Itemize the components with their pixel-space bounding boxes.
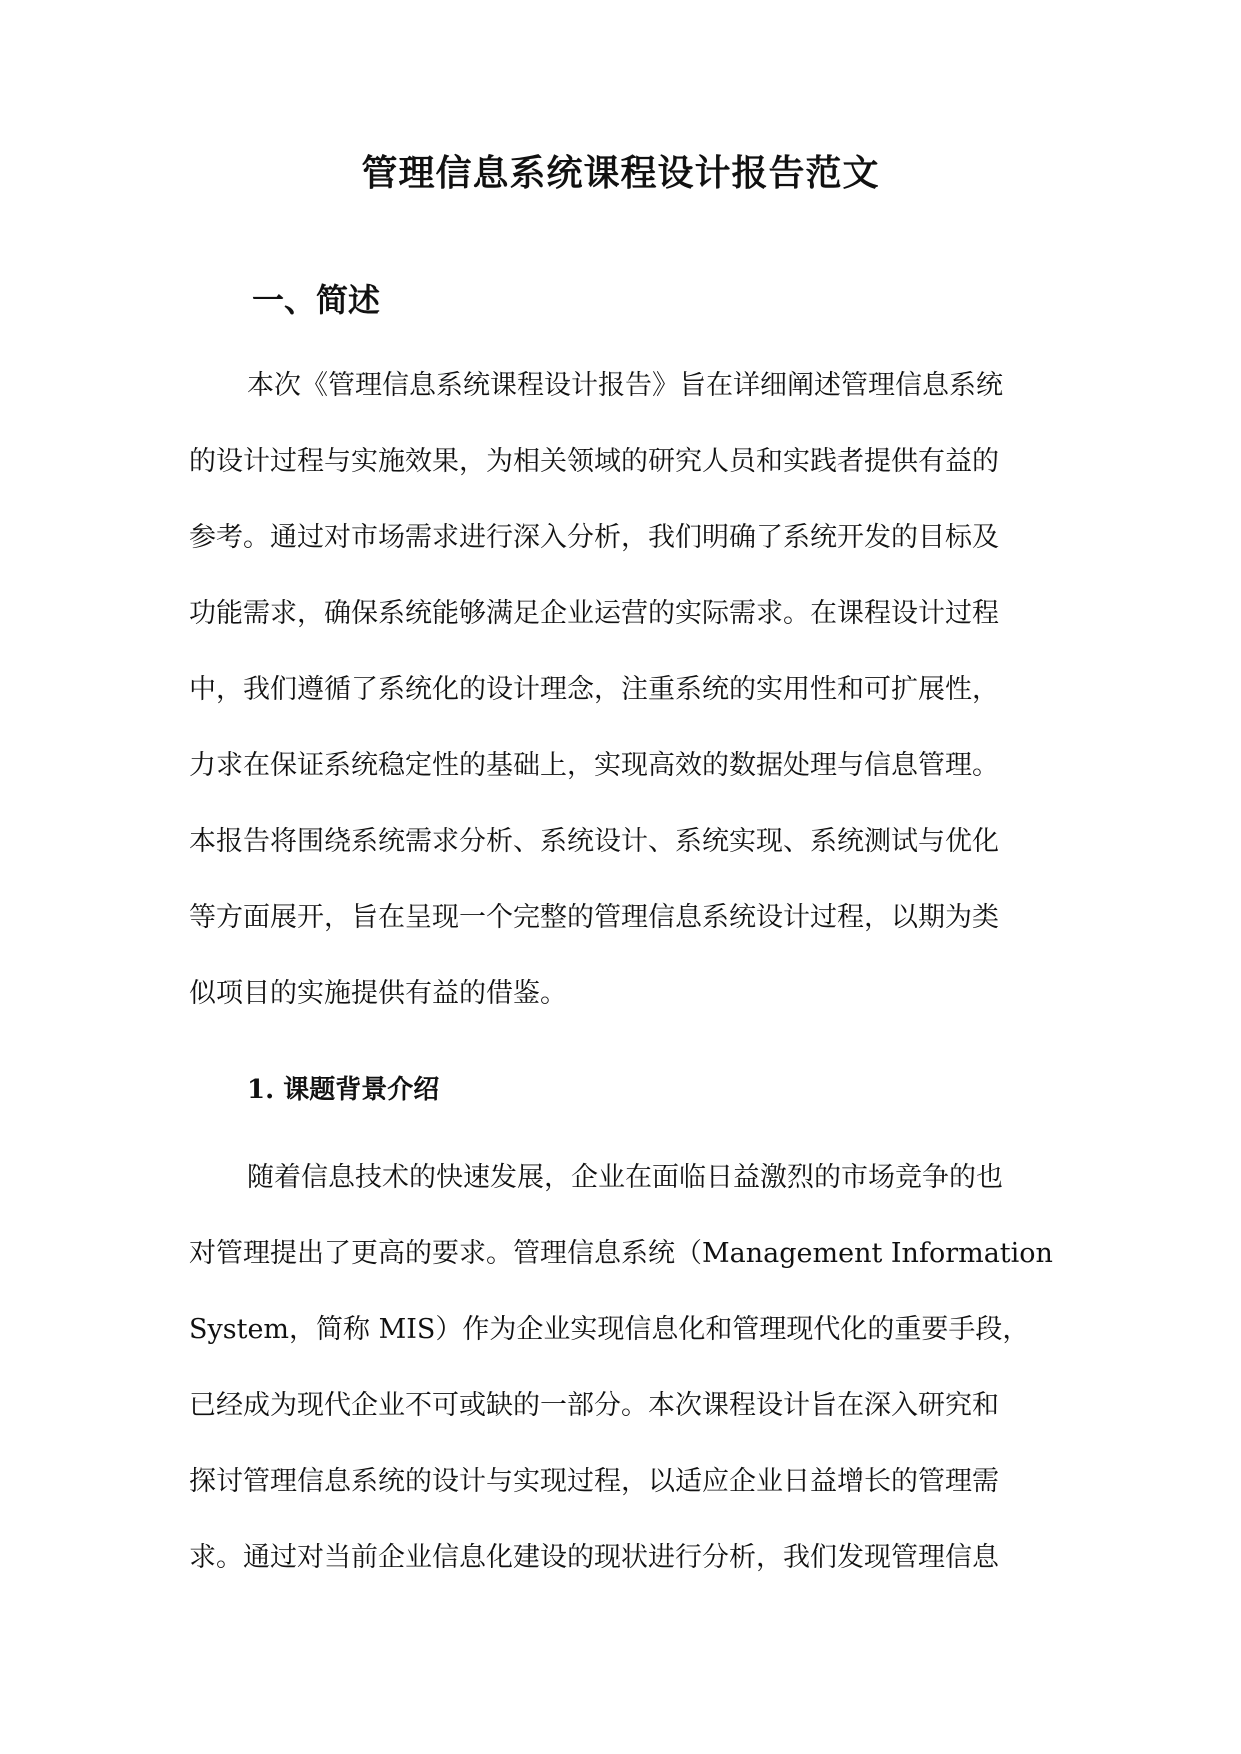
subsection-heading-background: 1. 课题背景介绍 <box>247 1075 440 1105</box>
paragraph-line: 探讨管理信息系统的设计与实现过程，以适应企业日益增长的管理需 <box>189 1466 999 1497</box>
paragraph-line: 参考。通过对市场需求进行深入分析，我们明确了系统开发的目标及 <box>189 522 999 553</box>
background-paragraph <box>189 1140 1054 1596</box>
paragraph-line: 似项目的实施提供有益的借鉴。 <box>189 978 567 1009</box>
paragraph-line: 已经成为现代企业不可或缺的一部分。本次课程设计旨在深入研究和 <box>189 1390 999 1421</box>
paragraph-line: System，简称 MIS）作为企业实现信息化和管理现代化的重要手段， <box>189 1314 1030 1345</box>
paragraph-line: 本次《管理信息系统课程设计报告》旨在详细阐述管理信息系统 <box>247 370 1003 401</box>
paragraph-line: 本报告将围绕系统需求分析、系统设计、系统实现、系统测试与优化 <box>189 826 999 857</box>
paragraph-line: 功能需求，确保系统能够满足企业运营的实际需求。在课程设计过程 <box>189 598 999 629</box>
paragraph-line: 等方面展开，旨在呈现一个完整的管理信息系统设计过程，以期为类 <box>189 902 999 933</box>
document-title: 管理信息系统课程设计报告范文 <box>361 152 880 194</box>
paragraph-line: 求。通过对当前企业信息化建设的现状进行分析，我们发现管理信息 <box>189 1542 999 1573</box>
section-heading-overview: 一、简述 <box>252 281 381 319</box>
paragraph-line: 的设计过程与实施效果，为相关领域的研究人员和实践者提供有益的 <box>189 446 999 477</box>
paragraph-line: 随着信息技术的快速发展，企业在面临日益激烈的市场竞争的也 <box>247 1162 1003 1193</box>
paragraph-line: 中，我们遵循了系统化的设计理念，注重系统的实用性和可扩展性， <box>189 674 999 705</box>
paragraph-line: 对管理提出了更高的要求。管理信息系统（Management Information <box>189 1238 1053 1269</box>
overview-paragraph <box>189 348 1054 1032</box>
paragraph-line: 力求在保证系统稳定性的基础上，实现高效的数据处理与信息管理。 <box>189 750 999 781</box>
